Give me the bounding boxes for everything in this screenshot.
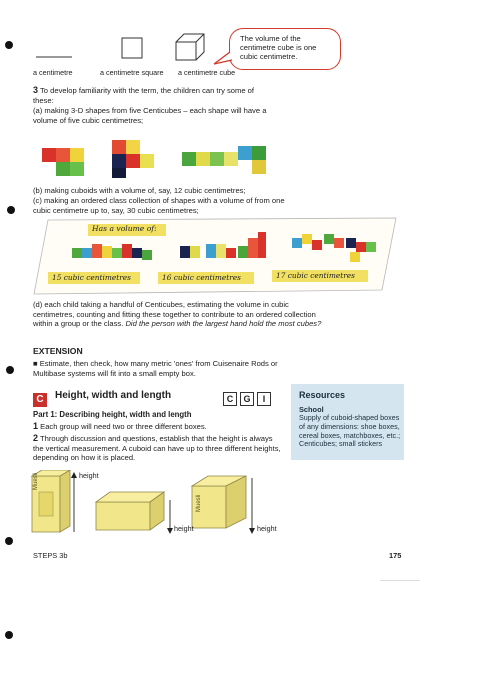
section-c-tags — [223, 389, 274, 407]
box-3-label: Muesli — [196, 494, 202, 512]
para-1-text: Each group will need two or three different boxes. — [40, 422, 207, 431]
boxes-height-illustration — [30, 470, 290, 540]
item-3-intro-text: To develop familiarity with the term, the children can try some of these: — [33, 86, 254, 105]
speech-bubble — [229, 28, 341, 70]
section-c-para-1 — [33, 422, 283, 432]
item-3d — [33, 300, 323, 329]
shape-3 — [182, 146, 266, 174]
punch-hole — [5, 537, 13, 545]
footer-left: STEPS 3b — [33, 551, 68, 560]
item-3-number: 3 — [33, 85, 39, 95]
page-number: 175 — [389, 551, 402, 560]
resources-title: Resources — [299, 390, 346, 400]
para-2-number: 2 — [33, 433, 39, 443]
speech-bubble-text: The volume of the centimetre cube is one cubic centimetre. — [240, 34, 317, 62]
box-2-flat — [96, 492, 173, 534]
item-3d-text: (d) each child taking a handful of Centicubes, estimating the volume in cubic centimetres, counting and fitting these together to contribute to an ordered collection within a group or the class. — [33, 300, 316, 329]
label-centimetre-cube: a centimetre cube — [178, 68, 236, 77]
collection-label-2: 16 cubic centimetres — [162, 273, 241, 282]
extension-text: ■ Estimate, then check, how many metric 'ones' from Cuisenaire Rods or Multibase systems will fit into a small empty box. — [33, 359, 278, 378]
section-c-para-2 — [33, 434, 283, 463]
section-c-title: Height, width and length — [55, 390, 172, 401]
resources-subtitle: School — [299, 405, 324, 414]
tag-i: I — [257, 392, 271, 406]
shape-2 — [112, 140, 154, 178]
shape-1 — [42, 148, 84, 176]
resources-items: Supply of cuboid-shaped boxes of any dimensions: shoe boxes, cereal boxes, matchboxes, etc.; Centicubes; small stickers — [299, 413, 401, 449]
part-1-heading: Part 1: Describing height, width and length — [33, 410, 192, 419]
height-label-3: height — [257, 524, 277, 533]
item-3a: (a) making 3-D shapes from five Centicubes – each shape will have a volume of five cubic centimetres; — [33, 106, 267, 125]
para-1-number: 1 — [33, 421, 39, 431]
height-label-1: height — [79, 471, 99, 480]
item-3-intro — [33, 86, 273, 105]
tag-c: C — [223, 392, 237, 406]
height-label-2: height — [174, 524, 194, 533]
label-centimetre: a centimetre — [33, 68, 73, 77]
punch-hole — [6, 366, 14, 374]
section-c-badge: C — [33, 393, 47, 407]
centimetre-square — [122, 38, 142, 58]
item-3c: (c) making an ordered class collection of shapes with a volume of from one cubic centimetre up to, say, 30 cubic centimetres; — [33, 196, 285, 215]
collection-heading: Has a volume of: — [92, 224, 157, 233]
resources-panel — [291, 384, 404, 460]
item-3d-question: Did the person with the largest hand hold the most cubes? — [125, 319, 322, 329]
para-2-text: Through discussion and questions, establish that the height is always the vertical measurement. A cuboid can have up to three different heights, depending on how it is placed. — [33, 434, 281, 463]
collection-label-3: 17 cubic centimetres — [276, 271, 355, 280]
punch-hole — [5, 41, 13, 49]
collection-label-1: 15 cubic centimetres — [52, 273, 131, 282]
bubble-tail — [212, 50, 234, 66]
box-1-label: Muesli — [33, 472, 39, 490]
section-c-header — [33, 389, 283, 405]
page-bottom-rule — [380, 580, 420, 581]
centimetre-cube — [176, 34, 204, 60]
punch-hole — [5, 631, 13, 639]
centicube-shapes-illustration — [36, 134, 296, 182]
label-centimetre-square: a centimetre square — [100, 68, 164, 77]
ordered-collection-drawing — [30, 216, 400, 298]
extension-title: EXTENSION — [33, 346, 83, 356]
measure-shapes — [30, 30, 230, 66]
item-3b: (b) making cuboids with a volume of, say, 12 cubic centimetres; — [33, 186, 246, 195]
punch-hole — [7, 206, 15, 214]
tag-g: G — [240, 392, 254, 406]
